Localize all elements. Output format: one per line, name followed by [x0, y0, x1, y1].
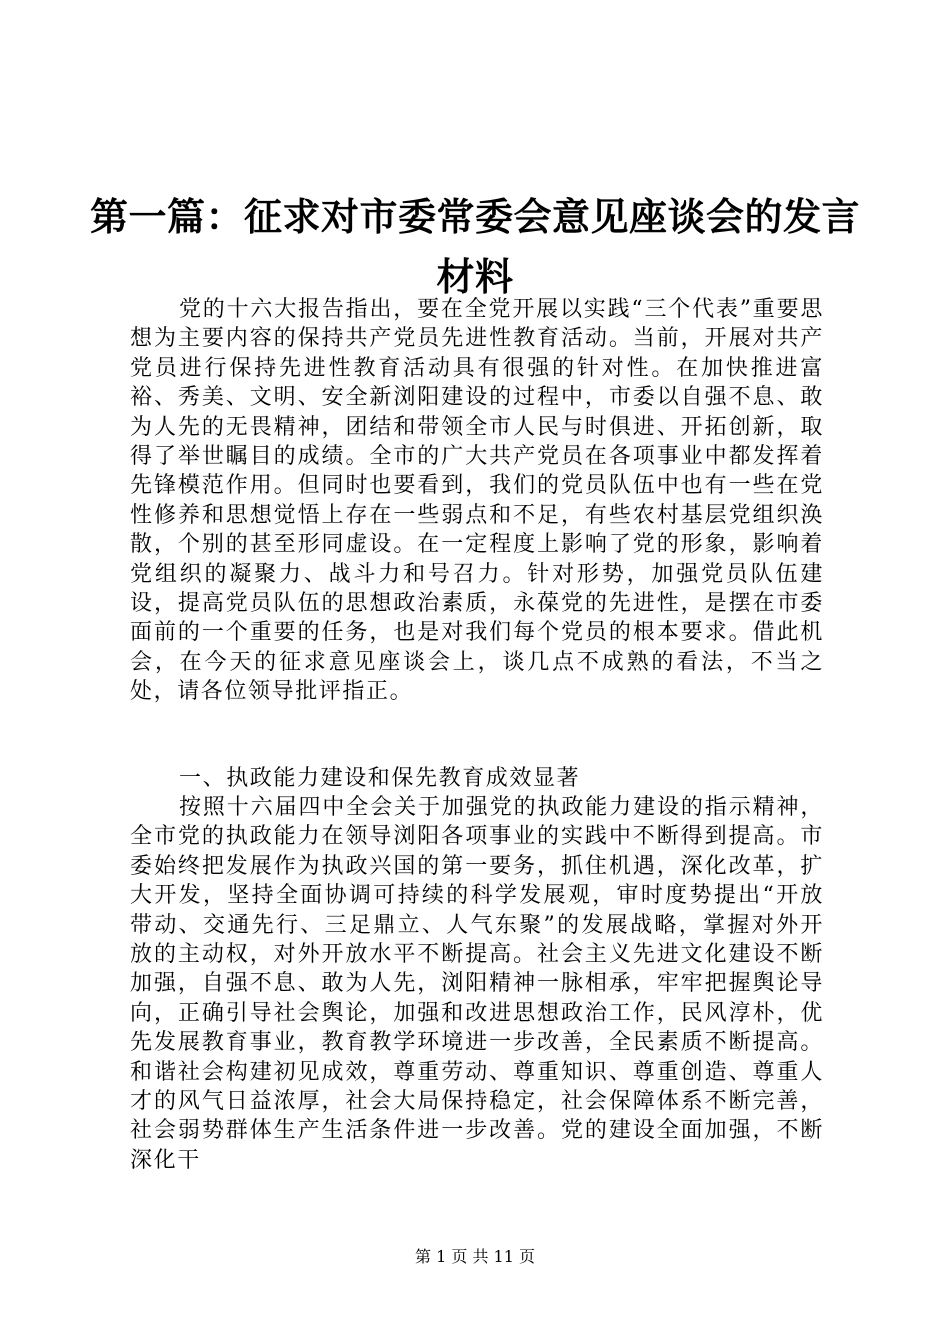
- section-heading-1: 一、执政能力建设和保先教育成效显著: [179, 766, 581, 791]
- page-footer: 第 1 页 共 11 页: [415, 1247, 535, 1266]
- document-title-line-2: 材料: [436, 255, 514, 299]
- paragraph-intro: 党的十六大报告指出，要在全党开展以实践“三个代表”重要思想为主要内容的保持共产党员先进性教育活动。当前，开展对共产党员进行保持先进性教育活动具有很强的针对性。在加快推进富裕、秀美、文明、安全新浏阳建设的过程中，市委以自强不息、敢为人先的无畏精神，团结和带领全市人民与时俱进、开拓创新，取得了举世瞩目的成绩。全市的广大共产党员在各项事业中都发挥着先锋模范作用。但同时也要看到，我们的党员队伍中也有一些在党性修养和思想觉悟上存在一些弱点和不足，有些农村基层党组织涣散，个别的甚至形同虚设。在一定程度上影响了党的形象，影响着党组织的凝聚力、战斗力和号召力。针对形势，加强党员队伍建设，提高党员队伍的思想政治素质，永葆党的先进性，是摆在市委面前的一个重要的任务，也是对我们每个党员的根本要求。借此机会，在今天的征求意见座谈会上，谈几点不成熟的看法，不当之处，请各位领导批评指正。: [130, 297, 824, 705]
- paragraph-section-1: 按照十六届四中全会关于加强党的执政能力建设的指示精神，全市党的执政能力在领导浏阳各项事业的实践中不断得到提高。市委始终把发展作为执政兴国的第一要务，抓住机遇，深化改革，扩大开发，坚持全面协调可持续的科学发展观，审时度势提出“开放带动、交通先行、三足鼎立、人气东聚”的发展战略，掌握对外开放的主动权，对外开放水平不断提高。社会主义先进文化建设不断加强，自强不息、敢为人先，浏阳精神一脉相承，牢牢把握舆论导向，正确引导社会舆论，加强和改进思想政治工作，民风淳朴，优先发展教育事业，教育教学环境进一步改善，全民素质不断提高。和谐社会构建初见成效，尊重劳动、尊重知识、尊重创造、尊重人才的风气日益浓厚，社会大局保持稳定，社会保障体系不断完善，社会弱势群体生产生活条件进一步改善。党的建设全面加强，不断深化干: [130, 795, 824, 1173]
- document-title-line-1: 第一篇：征求对市委常委会意见座谈会的发言: [89, 195, 860, 239]
